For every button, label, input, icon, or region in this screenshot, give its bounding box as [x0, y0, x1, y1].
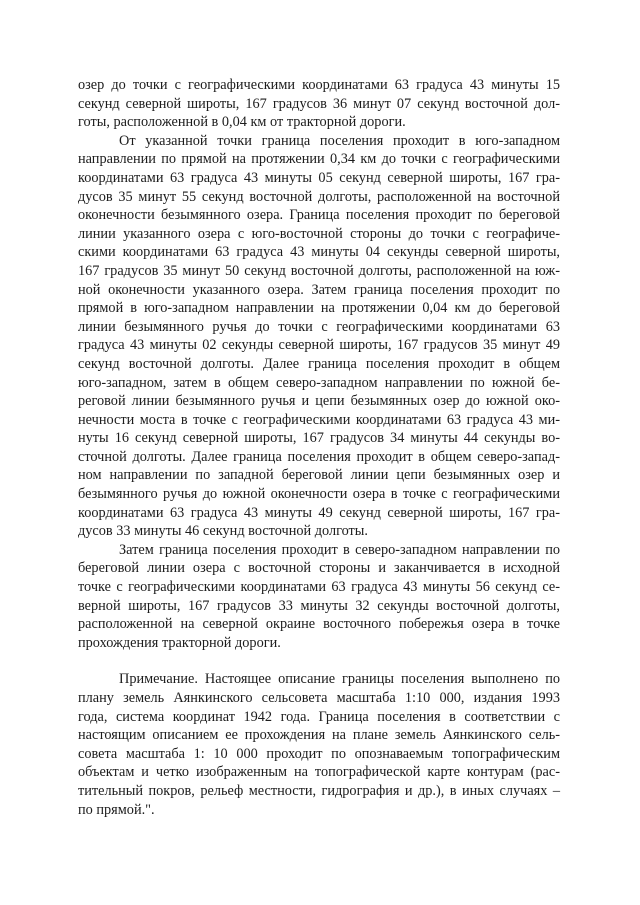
text-line: по прямой.". [78, 801, 155, 818]
text-line: градуса 43 минуты 02 секунды северной широты, 167 градусов 35 минут 49 [78, 337, 560, 354]
text-line: линии указанного озера с юго-восточной стороны до точки с географиче- [78, 225, 560, 242]
text-line: прямой в юго-западном направлении на протяжении 0,04 км до береговой [78, 300, 560, 317]
note-paragraph [78, 670, 560, 819]
text-line: плану земель Аянкинского сельсовета масштаба 1:10 000, издания 1993 [78, 690, 560, 706]
text-line: секунд восточной долготы. Далее граница поселения проходит в общем [78, 355, 560, 372]
text-line: дусов 33 минуты 46 секунд восточной долготы. [78, 523, 368, 540]
text-line: скими координатами 63 градуса 43 минуты 04 секунды северной широты, [78, 244, 560, 261]
text-line: направлении по прямой на протяжении 0,34 км до точки с географическими [78, 151, 560, 168]
text-line: расположенной на северной окраине восточного побережья озера в точке [78, 616, 560, 633]
paragraph-1 [78, 76, 560, 132]
text-line: прохождения тракторной дороги. [78, 634, 281, 651]
text-line: ном направлении по западной береговой линии цепи безымянных озер и [78, 467, 560, 484]
text-line: верной широты, 167 градусов 33 минуты 32 секунды восточной долготы, [78, 597, 560, 614]
text-line: оконечности безымянного озера. Граница поселения проходит по береговой [78, 207, 560, 224]
text-line: настоящим описанием ее прохождения на плане земель Аянкинского сель- [78, 727, 560, 744]
text-line: готы, расположенной в 0,04 км от тракторной дороги. [78, 114, 406, 131]
text-line: секунд северной широты, 167 градусов 36 минут 07 секунд восточной дол- [78, 95, 560, 112]
text-line: совета масштаба 1: 10 000 проходит по опознаваемым топографическим [78, 745, 560, 762]
paragraph-3 [78, 541, 560, 653]
document-page [78, 76, 560, 819]
text-line: ной оконечности указанного озера. Затем граница поселения проходит по [78, 281, 560, 298]
text-line: нечности моста в точке с географическими координатами 63 градуса 43 ми- [78, 411, 560, 428]
text-line: сточной долготы. Далее граница поселения проходит в общем северо-запад- [78, 448, 560, 465]
text-line: точке с географическими координатами 63 градуса 43 минуты 56 секунд се- [78, 579, 560, 596]
text-line: От указанной точки граница поселения проходит в юго-западном [119, 132, 560, 149]
text-line: озер до точки с географическими координатами 63 градуса 43 минуты 15 [78, 77, 560, 93]
text-line: тительный покров, рельеф местности, гидрография и др.), в иных случаях – [78, 782, 560, 799]
text-line: юго-западном, затем в общем северо-западном направлении по южной бе- [78, 374, 560, 391]
text-line: реговой линии безымянного ручья и цепи безымянных озер до южной око- [78, 393, 560, 410]
paragraph-gap [78, 652, 560, 670]
text-line: нуты 16 секунд северной широты, 167 градусов 34 минуты 44 секунды во- [78, 430, 560, 447]
text-line: 167 градусов 35 минут 50 секунд восточной долготы, расположенной на юж- [78, 262, 560, 279]
text-line: Затем граница поселения проходит в северо-западном направлении по [119, 541, 560, 558]
text-line: координатами 63 градуса 43 минуты 49 секунд северной широты, 167 гра- [78, 504, 560, 521]
text-line: координатами 63 градуса 43 минуты 05 секунд северной широты, 167 гра- [78, 169, 560, 186]
text-line: безымянного ручья до южной оконечности озера в точке с географическими [78, 486, 560, 503]
text-line: дусов 35 минут 55 секунд восточной долготы, расположенной на восточной [78, 188, 560, 205]
paragraph-2 [78, 132, 560, 541]
text-line: года, система координат 1942 года. Граница поселения в соответствии с [78, 708, 560, 725]
text-line: объектам и четко изображенным на топографической карте контурам (рас- [78, 764, 560, 781]
text-line: Примечание. Настоящее описание границы поселения выполнено по [119, 671, 560, 688]
text-line: береговой линии озера с восточной стороны и заканчивается в исходной [78, 560, 560, 577]
text-line: линии безымянного ручья до точки с географическими координатами 63 [78, 318, 560, 335]
